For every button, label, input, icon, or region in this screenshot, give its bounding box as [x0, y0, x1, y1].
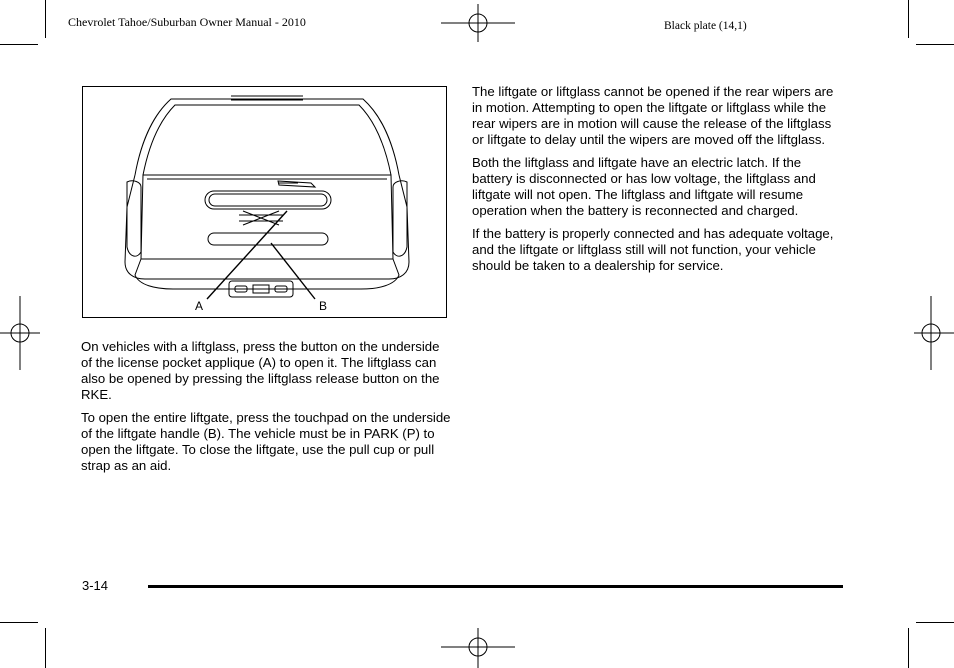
plate-label: Black plate (14,1): [664, 20, 747, 32]
registration-mark-right: [914, 296, 954, 370]
paragraph-wipers: The liftgate or liftglass cannot be opened if the rear wipers are in motion. Attempting to open the liftgate or liftglass while the rear wipers are in motion will cause the release of the liftglass or liftgate to delay until the wipers are moved off the liftglass.: [472, 84, 834, 147]
paragraph-dealer-service: If the battery is properly connected and has adequate voltage, and the liftgate or liftglass still will not function, your vehicle should be taken to a dealership for service.: [472, 226, 834, 273]
left-column: [81, 339, 453, 481]
running-header-title: Chevrolet Tahoe/Suburban Owner Manual - 2010: [68, 15, 306, 29]
liftgate-illustration: [82, 86, 447, 318]
paragraph-electric-latch: Both the liftglass and liftgate have an electric latch. If the battery is disconnected or has low voltage, the liftglass and liftgate will not open. The liftglass and liftgate will resume operation when the battery is reconnected and charged.: [472, 155, 816, 218]
callout-a-label: A: [195, 299, 204, 313]
registration-mark-top: [441, 4, 515, 42]
registration-mark-bottom: [441, 628, 515, 668]
paragraph-open-liftgate: To open the entire liftgate, press the touchpad on the underside of the liftgate handle (B). The vehicle must be in PARK (P) to open the liftgate. To close the liftgate, use the pull cup or pull strap as an aid.: [81, 410, 451, 473]
paragraph-liftglass-button: On vehicles with a liftglass, press the button on the underside of the license pocket applique (A) to open it. The liftglass can also be opened by pressing the liftglass release button on the RKE.: [81, 339, 440, 402]
callout-b-label: B: [319, 299, 328, 313]
page-number: 3-14: [82, 578, 109, 593]
footer-rule: [148, 585, 843, 588]
registration-mark-left: [0, 296, 40, 370]
right-column: [472, 84, 844, 281]
